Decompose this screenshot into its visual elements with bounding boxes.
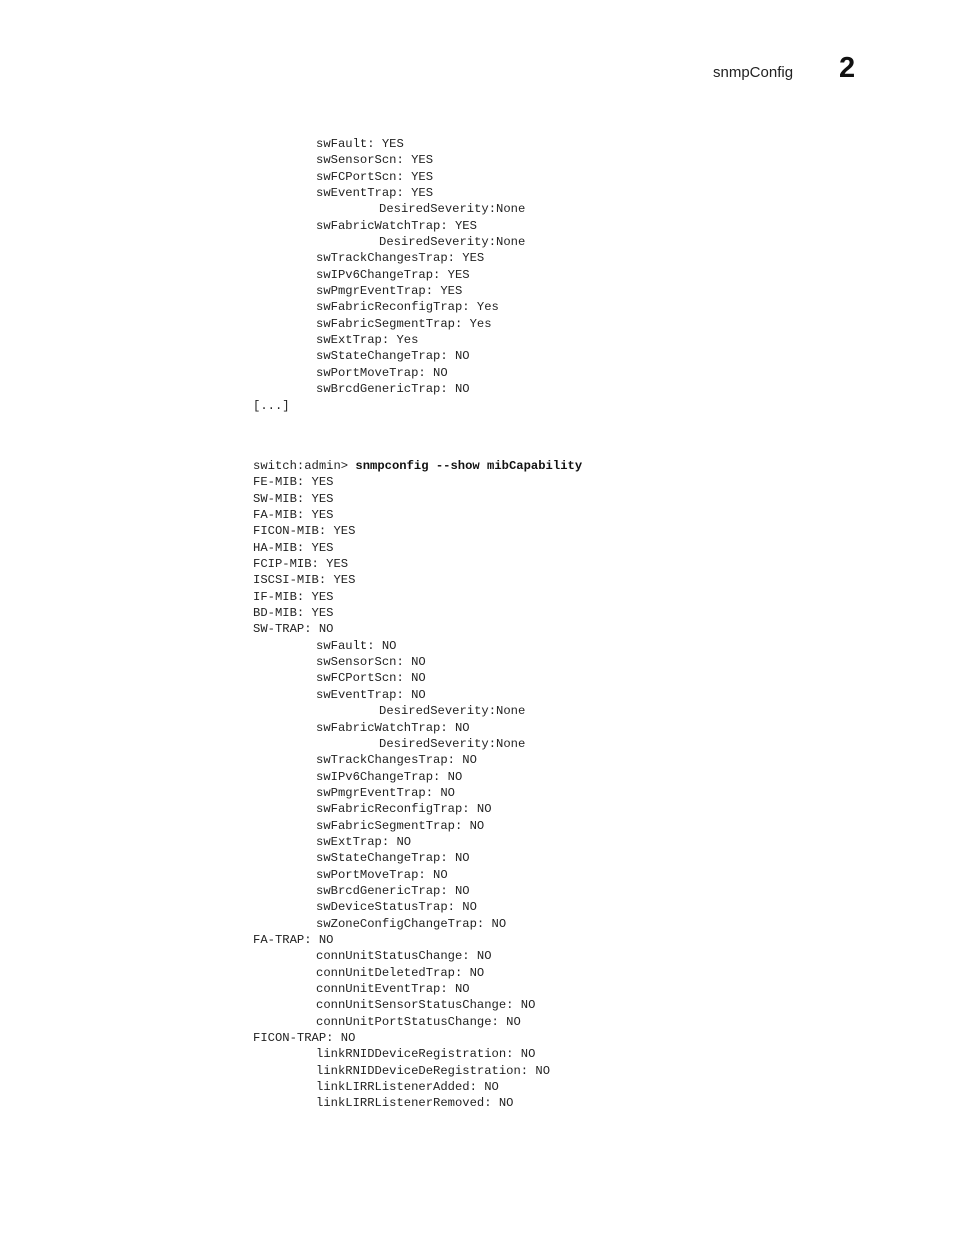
- output-line: linkLIRRListenerRemoved: NO: [316, 1096, 514, 1111]
- output-line: FICON-MIB: YES: [253, 524, 356, 539]
- output-line: FICON-TRAP: NO: [253, 1031, 356, 1046]
- output-line: swPmgrEventTrap: NO: [316, 785, 455, 800]
- output-line: swStateChangeTrap: NO: [316, 349, 470, 364]
- output-line: [...]: [253, 398, 290, 413]
- output-line: swFCPortScn: NO: [316, 671, 426, 686]
- output-line: swBrcdGenericTrap: NO: [316, 382, 470, 397]
- output-line: FA-MIB: YES: [253, 508, 334, 523]
- output-line: swFault: NO: [316, 638, 397, 653]
- output-line: swSensorScn: NO: [316, 655, 426, 670]
- output-line: DesiredSeverity:None: [379, 704, 526, 719]
- code-block-previous-output: [253, 136, 525, 414]
- output-line: swSensorScn: YES: [316, 153, 434, 168]
- output-line: swFabricReconfigTrap: Yes: [316, 300, 499, 315]
- output-line: connUnitPortStatusChange: NO: [316, 1014, 521, 1029]
- output-line: swIPv6ChangeTrap: NO: [316, 769, 463, 784]
- output-line: swPmgrEventTrap: YES: [316, 284, 463, 299]
- output-line: swFabricWatchTrap: YES: [316, 218, 477, 233]
- output-line: DesiredSeverity:None: [379, 736, 526, 751]
- output-line: connUnitSensorStatusChange: NO: [316, 998, 536, 1013]
- output-line: swPortMoveTrap: NO: [316, 867, 448, 882]
- command-text: snmpconfig --show mibCapability: [355, 459, 583, 473]
- output-line: swExtTrap: NO: [316, 834, 412, 849]
- output-line: swFabricWatchTrap: NO: [316, 720, 470, 735]
- command-line: [253, 458, 582, 474]
- output-line: connUnitStatusChange: NO: [316, 949, 492, 964]
- output-line: swFabricSegmentTrap: NO: [316, 818, 485, 833]
- output-line: HA-MIB: YES: [253, 540, 334, 555]
- output-line: swEventTrap: NO: [316, 687, 426, 702]
- output-line: DesiredSeverity:None: [379, 202, 526, 217]
- output-line: swFault: YES: [316, 137, 404, 151]
- output-line: SW-TRAP: NO: [253, 622, 334, 637]
- output-line: BD-MIB: YES: [253, 606, 334, 621]
- output-line: linkRNIDDeviceRegistration: NO: [316, 1047, 536, 1062]
- output-line: swIPv6ChangeTrap: YES: [316, 267, 470, 282]
- code-block-mibcapability-example: [253, 458, 582, 1112]
- output-line: FA-TRAP: NO: [253, 932, 334, 947]
- output-line: swFCPortScn: YES: [316, 169, 434, 184]
- output-line: linkRNIDDeviceDeRegistration: NO: [316, 1063, 551, 1078]
- output-line: swDeviceStatusTrap: NO: [316, 900, 477, 915]
- chapter-number: 2: [839, 52, 856, 84]
- output-line: swFabricSegmentTrap: Yes: [316, 316, 492, 331]
- output-line: FE-MIB: YES: [253, 475, 334, 490]
- output-line: DesiredSeverity:None: [379, 235, 526, 250]
- page-header-title: snmpConfig: [713, 64, 794, 81]
- output-line: swBrcdGenericTrap: NO: [316, 883, 470, 898]
- output-line: swTrackChangesTrap: NO: [316, 753, 477, 768]
- output-line: ISCSI-MIB: YES: [253, 573, 356, 588]
- output-line: swStateChangeTrap: NO: [316, 851, 470, 866]
- output-line: linkLIRRListenerAdded: NO: [316, 1080, 499, 1095]
- output-line: swTrackChangesTrap: YES: [316, 251, 485, 266]
- shell-prompt: switch:admin>: [253, 459, 356, 473]
- output-line: connUnitDeletedTrap: NO: [316, 965, 485, 980]
- output-line: swZoneConfigChangeTrap: NO: [316, 916, 507, 931]
- output-line: FCIP-MIB: YES: [253, 557, 349, 572]
- output-line: IF-MIB: YES: [253, 589, 334, 604]
- output-line: SW-MIB: YES: [253, 491, 334, 506]
- output-line: swPortMoveTrap: NO: [316, 365, 448, 380]
- output-line: swEventTrap: YES: [316, 186, 434, 201]
- output-line: swExtTrap: Yes: [316, 333, 419, 348]
- output-line: swFabricReconfigTrap: NO: [316, 802, 492, 817]
- output-line: connUnitEventTrap: NO: [316, 982, 470, 996]
